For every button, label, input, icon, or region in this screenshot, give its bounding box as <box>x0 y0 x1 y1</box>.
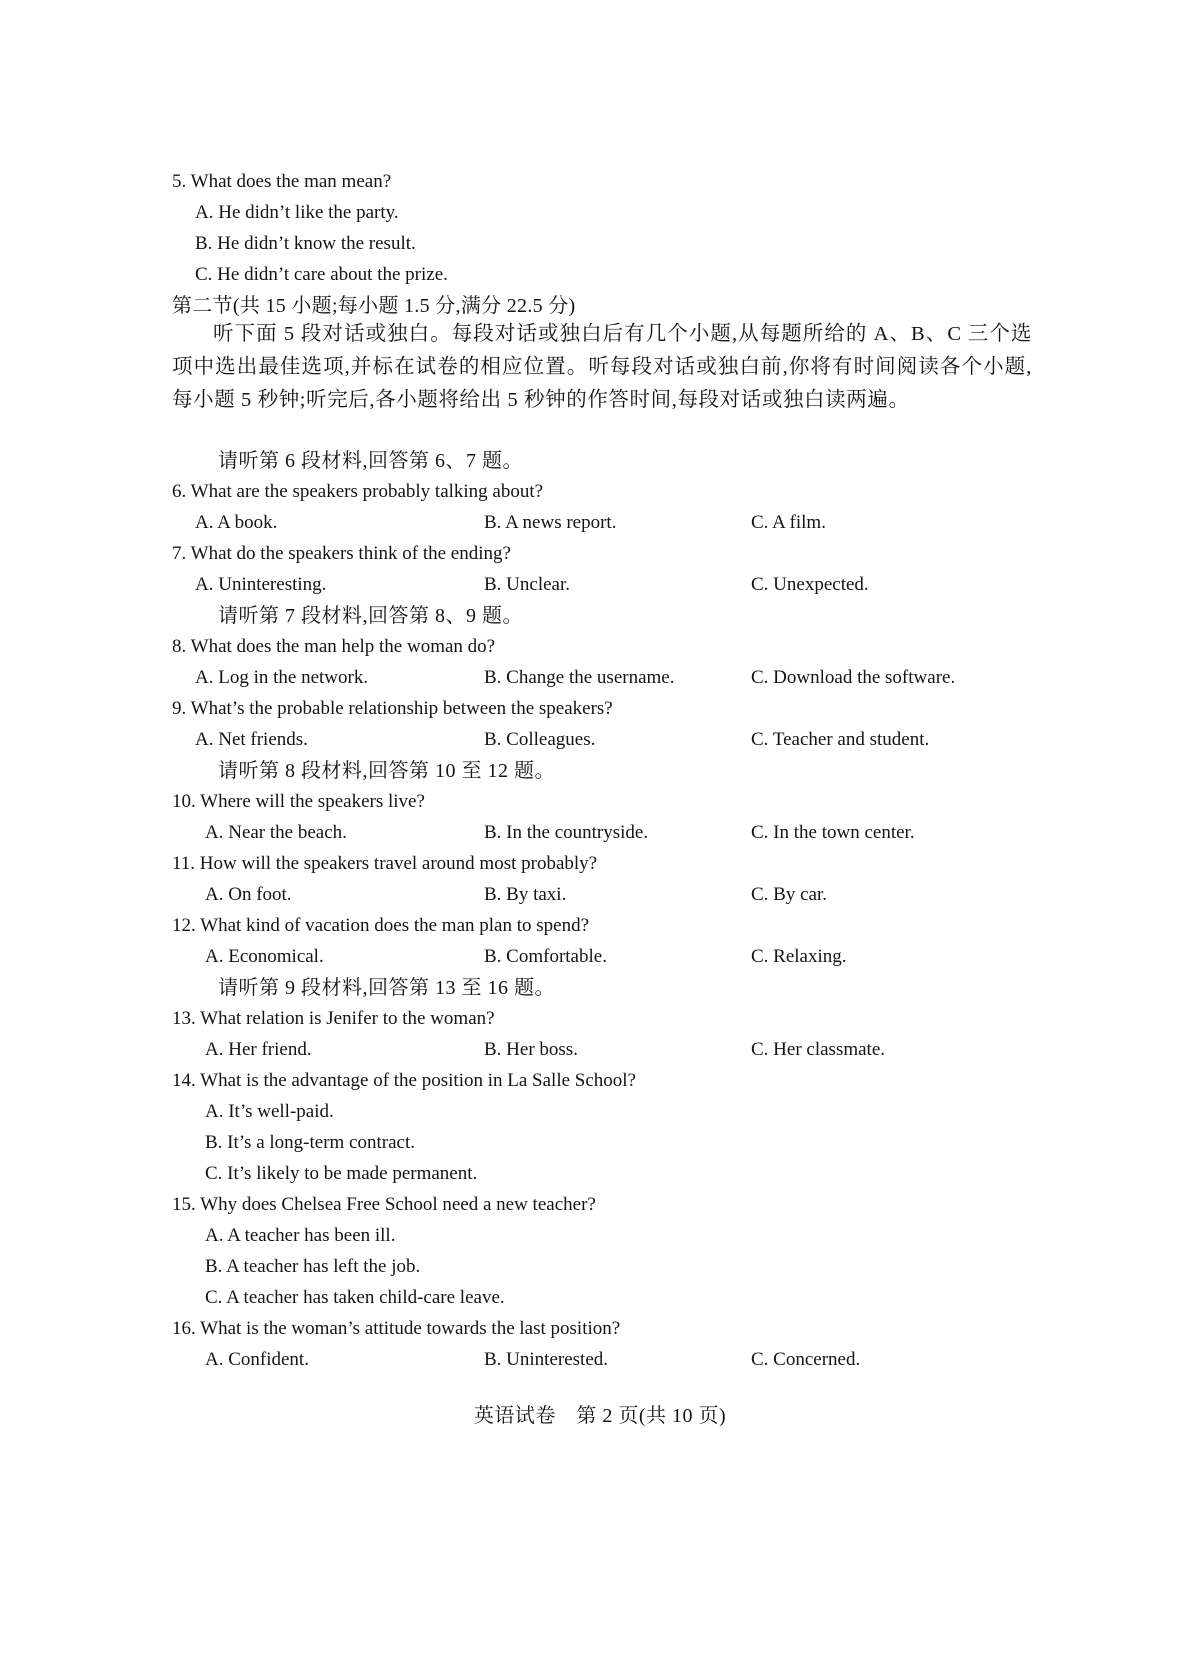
segment-7-instruction: 请听第 7 段材料,回答第 8、9 题。 <box>218 605 523 627</box>
question-9-option-b: B. Colleagues. <box>484 729 596 750</box>
question-14-option-b: B. It’s a long-term contract. <box>205 1132 415 1153</box>
question-7-option-b: B. Unclear. <box>484 574 571 595</box>
segment-6-instruction: 请听第 6 段材料,回答第 6、7 题。 <box>218 450 523 472</box>
segment-9-instruction: 请听第 9 段材料,回答第 13 至 16 题。 <box>218 977 555 999</box>
question-6-option-a: A. A book. <box>195 512 278 533</box>
question-6-options <box>0 507 1200 539</box>
question-12-option-a: A. Economical. <box>205 946 324 967</box>
question-13-option-a: A. Her friend. <box>205 1039 312 1060</box>
question-9-option-a: A. Net friends. <box>195 729 308 750</box>
question-11-option-b: B. By taxi. <box>484 884 567 905</box>
question-11-option-c: C. By car. <box>751 884 827 905</box>
question-7-stem: 7. What do the speakers think of the ending? <box>172 543 511 564</box>
question-16-stem: 16. What is the woman’s attitude towards the last position? <box>172 1318 621 1339</box>
question-5-stem: 5. What does the man mean? <box>172 171 392 192</box>
question-12-option-c: C. Relaxing. <box>751 946 847 967</box>
question-15-option-c: C. A teacher has taken child-care leave. <box>205 1287 505 1308</box>
question-15-option-b: B. A teacher has left the job. <box>205 1256 421 1277</box>
question-9-stem: 9. What’s the probable relationship between the speakers? <box>172 698 613 719</box>
question-10-option-a: A. Near the beach. <box>205 822 347 843</box>
question-14-stem: 14. What is the advantage of the position in La Salle School? <box>172 1070 636 1091</box>
question-13-options <box>0 1034 1200 1066</box>
question-7-options <box>0 569 1200 601</box>
question-16-option-a: A. Confident. <box>205 1349 309 1370</box>
question-16-option-b: B. Uninterested. <box>484 1349 609 1370</box>
question-13-stem: 13. What relation is Jenifer to the woman? <box>172 1008 495 1029</box>
question-6-option-c: C. A film. <box>751 512 826 533</box>
question-8-option-b: B. Change the username. <box>484 667 675 688</box>
question-11-stem: 11. How will the speakers travel around most probably? <box>172 853 598 874</box>
question-5-option-c: C. He didn’t care about the prize. <box>195 264 448 285</box>
question-9-option-c: C. Teacher and student. <box>751 729 930 750</box>
question-11-option-a: A. On foot. <box>205 884 292 905</box>
question-7-option-a: A. Uninteresting. <box>195 574 327 595</box>
section-2-instructions: 听下面 5 段对话或独白。每段对话或独白后有几个小题,从每题所给的 A、B、C 三个选项中选出最佳选项,并标在试卷的相应位置。听每段对话或独白前,你将有时间阅读各个小题,每小题 5 秒钟;听完后,各小题将给出 5 秒钟的作答时间,每段对话或独白读两遍。 <box>172 323 1032 411</box>
question-5-option-b: B. He didn’t know the result. <box>195 233 416 254</box>
question-9-options <box>0 724 1200 756</box>
question-8-option-c: C. Download the software. <box>751 667 956 688</box>
question-15-option-a: A. A teacher has been ill. <box>205 1225 396 1246</box>
question-10-option-c: C. In the town center. <box>751 822 915 843</box>
question-8-stem: 8. What does the man help the woman do? <box>172 636 496 657</box>
question-6-stem: 6. What are the speakers probably talking about? <box>172 481 544 502</box>
segment-8-instruction: 请听第 8 段材料,回答第 10 至 12 题。 <box>218 760 555 782</box>
page-footer: 英语试卷 第 2 页(共 10 页) <box>473 1405 727 1427</box>
section-2-title: 第二节(共 15 小题;每小题 1.5 分,满分 22.5 分) <box>172 295 576 317</box>
question-10-stem: 10. Where will the speakers live? <box>172 791 425 812</box>
question-13-option-c: C. Her classmate. <box>751 1039 886 1060</box>
question-12-options <box>0 941 1200 973</box>
question-8-options <box>0 662 1200 694</box>
question-13-option-b: B. Her boss. <box>484 1039 578 1060</box>
question-14-option-c: C. It’s likely to be made permanent. <box>205 1163 478 1184</box>
question-12-option-b: B. Comfortable. <box>484 946 607 967</box>
question-5-option-a: A. He didn’t like the party. <box>195 202 399 223</box>
question-15-stem: 15. Why does Chelsea Free School need a new teacher? <box>172 1194 596 1215</box>
question-6-option-b: B. A news report. <box>484 512 617 533</box>
question-12-stem: 12. What kind of vacation does the man plan to spend? <box>172 915 590 936</box>
question-10-options <box>0 817 1200 849</box>
question-16-options <box>0 1344 1200 1376</box>
question-10-option-b: B. In the countryside. <box>484 822 649 843</box>
question-8-option-a: A. Log in the network. <box>195 667 369 688</box>
question-7-option-c: C. Unexpected. <box>751 574 869 595</box>
question-11-options <box>0 879 1200 911</box>
question-14-option-a: A. It’s well-paid. <box>205 1101 334 1122</box>
question-16-option-c: C. Concerned. <box>751 1349 861 1370</box>
